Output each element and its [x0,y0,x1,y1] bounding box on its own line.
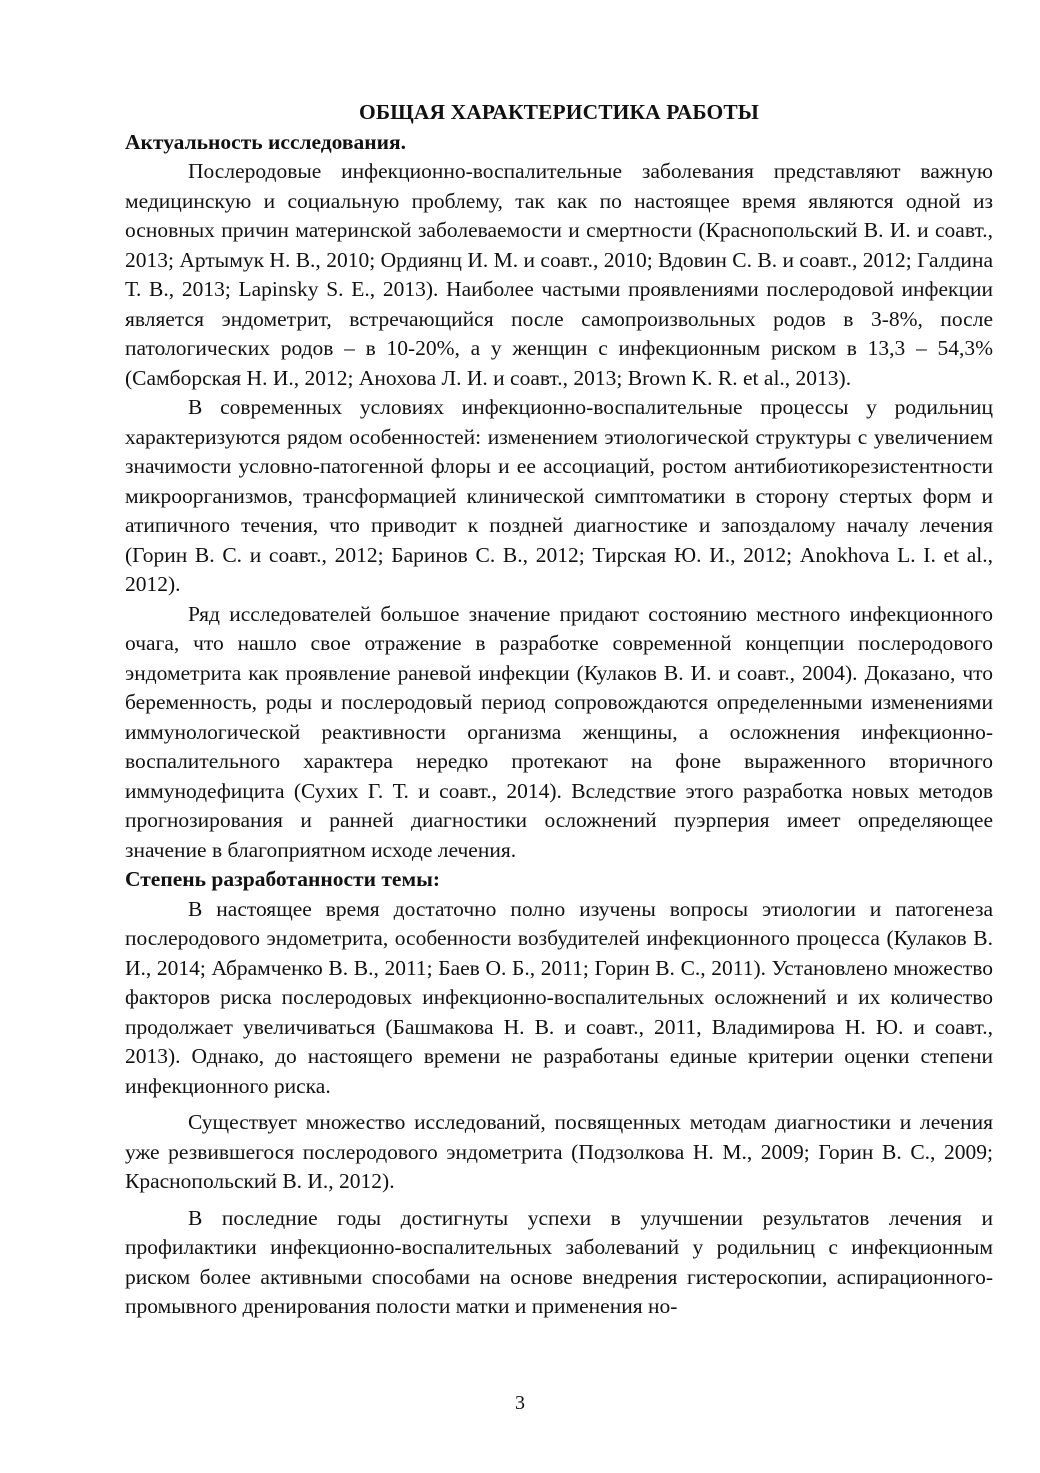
section-heading-relevance: Актуальность исследования. [125,129,407,154]
page-number: 3 [515,1392,525,1414]
document-title: ОБЩАЯ ХАРАКТЕРИСТИКА РАБОТЫ [359,100,759,124]
paragraph: Послеродовые инфекционно-воспалительные заболевания представляют важную медицинскую и социальную проблему, так как по настоящее время являются одной из основных причин материнской заболеваемости и смертности (Краснопольский В. И. и соавт., 2013; Артымук Н. В., 2010; Ордиянц И. М. и соавт., 2010; Вдовин С. В. и соавт., 2012; Галдина Т. В., 2013; Lapinsky S. E., 2013). Наиболее частыми проявлениями послеродовой инфекции является эндометрит, встречающийся после самопроизвольных родов в 3-8%, после патологических родов – в 10-20%, а у женщин с инфекционным риском в 13,3 – 54,3% (Самборская Н. И., 2012; Анохова Л. И. и соавт., 2013; Brown K. R. et al., 2013). [125,159,993,390]
paragraph: Существует множество исследований, посвященных методам диагностики и лечения уже резвившегося послеродового эндометрита (Подзолкова Н. М., 2009; Горин В. С., 2009; Краснопольский В. И., 2012). [125,1110,993,1193]
paragraph: Ряд исследователей большое значение придают состоянию местного инфекционного очага, что нашло свое отражение в разработке современной концепции послеродового эндометрита как проявление раневой инфекции (Кулаков В. И. и соавт., 2004). Доказано, что беременность, роды и послеродовый период сопровождаются определенными изменениями иммунологической реактивности организма женщины, а осложнения инфекционно-воспалительного характера нередко протекают на фоне выраженного вторичного иммунодефицита (Сухих Г. Т. и соавт., 2014). Вследствие этого разработка новых методов прогнозирования и ранней диагностики осложнений пуэрперия имеет определяющее значение в благоприятном исходе лечения. [125,601,993,862]
paragraph: В последние годы достигнуты успехи в улучшении результатов лечения и профилактики инфекционно-воспалительных заболеваний у родильниц с инфекционным риском более активными способами на основе внедрения гистероскопии, аспирационного-промывного дренирования полости матки и применения но- [125,1205,993,1318]
paragraph: В современных условиях инфекционно-воспалительные процессы у родильниц характеризуются рядом особенностей: изменением этиологической структуры с увеличением значимости условно-патогенной флоры и ее ассоциаций, ростом антибиотикорезистентности микроорганизмов, трансформацией клинической симптоматики в сторону стертых форм и атипичного течения, что приводит к поздней диагностике и запоздалому началу лечения (Горин В. С. и соавт., 2012; Баринов С. В., 2012; Тирская Ю. И., 2012; Anokhova L. I. et al., 2012). [125,395,993,596]
paragraph: В настоящее время достаточно полно изучены вопросы этиологии и патогенеза послеродового эндометрита, особенности возбудителей инфекционного процесса (Кулаков В. И., 2014; Абрамченко В. В., 2011; Баев О. Б., 2011; Горин В. С., 2011). Установлено множество факторов риска послеродовых инфекционно-воспалительных осложнений и их количество продолжает увеличиваться (Башмакова Н. В. и соавт., 2011, Владимирова Н. Ю. и соавт., 2013). Однако, до настоящего времени не разработаны единые критерии оценки степени инфекционного риска. [125,896,993,1098]
document-page [125,98,993,1322]
section-heading-development-degree: Степень разработанности темы: [125,867,441,891]
